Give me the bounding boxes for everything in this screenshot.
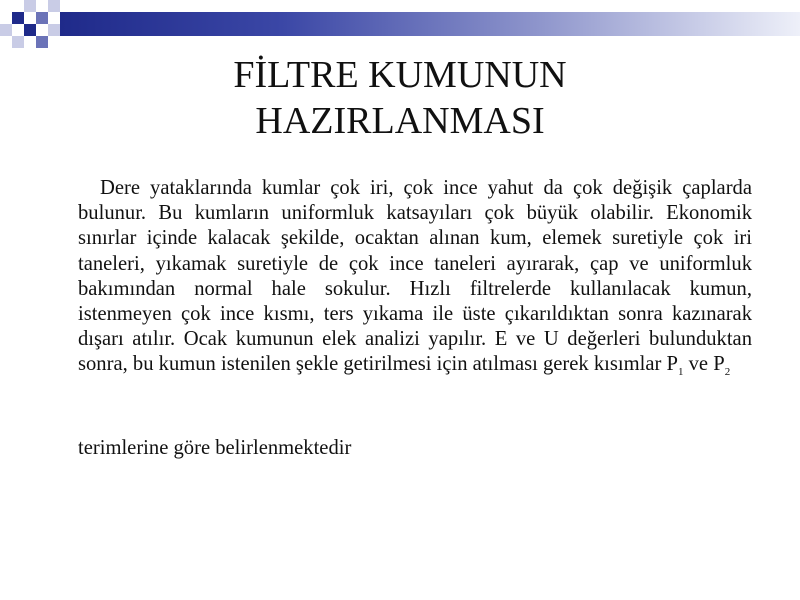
decor-square (12, 12, 24, 24)
p-symbol-1: P (666, 353, 678, 376)
title-line-1: FİLTRE KUMUNUN (233, 54, 567, 96)
decor-square (48, 24, 60, 36)
decor-square (36, 36, 48, 48)
decor-square (48, 0, 60, 12)
decor-square (12, 36, 24, 48)
header-band (60, 12, 800, 36)
subscript-2: 2 (724, 366, 731, 379)
decor-square (24, 24, 36, 36)
paragraph-text: Dere yataklarında kumlar çok iri, çok ince yahut da çok değişik çaplarda bulunur. Bu kumların uniformluk katsayıları çok büyük olabilir. Ekonomik sınırlar içinde kalacak şekilde, ocaktan alınan kum, elemek suretiyle çok iri taneleri, yıkamak suretiyle de çok ince taneleri ayırarak, çap ve uniformluk bakımından normal hale sokulur. Hızlı filtrelerde kullanılacak kumun, istenmeyen çok ince kısmı, ters yıkama ile üste çıkarıldıktan sonra kazınarak dışarı atılır. Ocak kumunun elek analizi yapılır. E ve U değerleri bulunduktan sonra, bu kumun istenilen şekle getirilmesi için atılması gerek kısımlar (78, 177, 752, 376)
body-paragraph (78, 176, 752, 378)
page-title (100, 52, 700, 144)
decor-square (0, 24, 12, 36)
connector-text: ve (683, 353, 714, 376)
decor-square (36, 12, 48, 24)
subscript-1: 1 (677, 366, 684, 379)
p-symbol-2: P (713, 353, 725, 376)
decor-square (24, 0, 36, 12)
body-last-line: terimlerine göre belirlenmektedir (78, 437, 352, 459)
title-line-2: HAZIRLANMASI (255, 100, 545, 142)
